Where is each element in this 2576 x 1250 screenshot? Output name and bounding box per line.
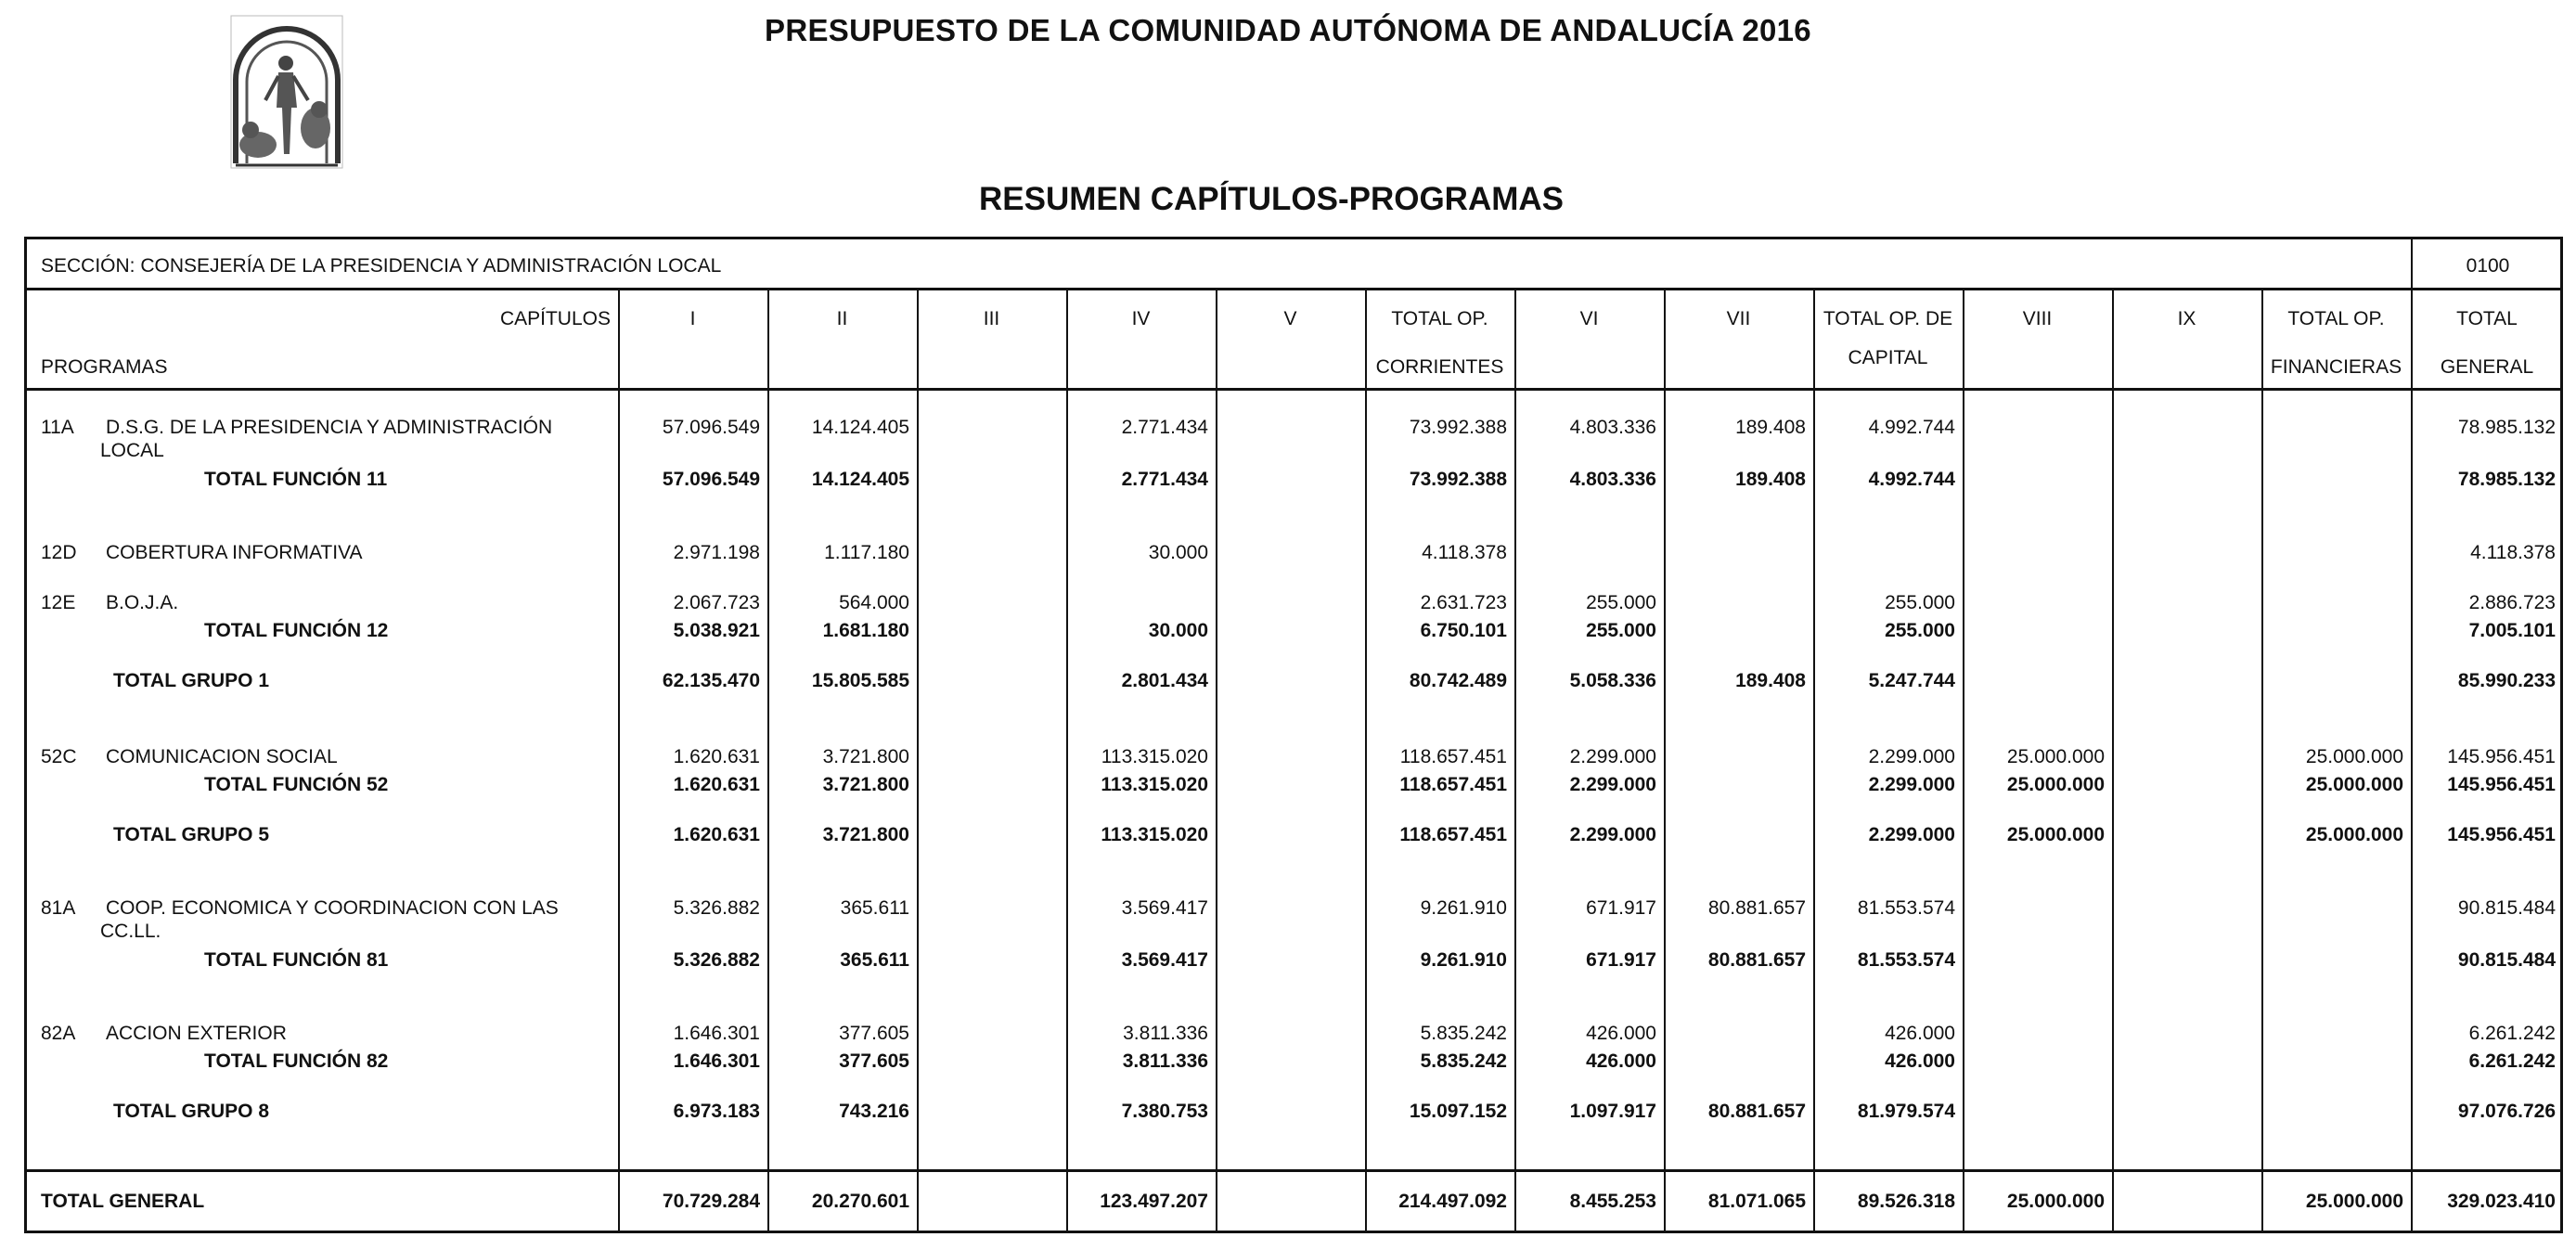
table-cell: 3.811.336 [1122,1050,1208,1072]
table-cell: 30.000 [1148,542,1208,563]
table-cell: 145.956.451 [2447,824,2556,845]
table-cell: 4.803.336 [1569,469,1656,490]
total-general-cell: 25.000.000 [2305,1191,2403,1212]
table-cell: 3.721.800 [822,746,909,767]
funcion-total-label: TOTAL FUNCIÓN 11 [204,469,388,490]
program-name: CC.LL. [100,921,161,942]
header-programas: PROGRAMAS [41,356,168,378]
total-general-label: TOTAL GENERAL [41,1191,205,1212]
table-cell: 14.124.405 [811,469,909,490]
column-header: IX [2177,308,2196,329]
table-rule [24,1169,2563,1172]
table-cell: 4.992.744 [1868,417,1955,438]
program-code: 52C [41,746,77,767]
grupo-total-label: TOTAL GRUPO 1 [113,670,270,691]
table-cell: 7.380.753 [1121,1101,1208,1122]
column-header: I [689,308,696,329]
table-cell: 5.326.882 [673,897,760,919]
table-cell: 1.620.631 [673,746,760,767]
table-cell: 5.835.242 [1420,1050,1507,1072]
table-cell: 15.805.585 [811,670,909,691]
column-header: GENERAL [2440,356,2534,378]
table-cell: 255.000 [1586,620,1656,641]
table-cell: 255.000 [1586,592,1656,613]
table-cell: 6.973.183 [673,1101,760,1122]
program-name: COBERTURA INFORMATIVA [106,542,363,563]
column-header: CAPITAL [1848,347,1928,368]
program-code: 11A [41,417,74,438]
table-cell: 2.971.198 [673,542,760,563]
table-cell: 1.117.180 [824,542,909,563]
column-header: V [1283,308,1297,329]
table-cell: 743.216 [839,1101,909,1122]
table-cell: 189.408 [1735,469,1806,490]
table-cell: 4.118.378 [1422,542,1507,563]
table-cell: 189.408 [1735,670,1806,691]
table-cell: 145.956.451 [2447,746,2556,767]
table-cell: 118.657.451 [1399,746,1507,767]
column-header: II [836,308,848,329]
column-header: VII [1726,308,1751,329]
table-cell: 189.408 [1735,417,1806,438]
column-rule [1216,288,1217,1233]
total-general-cell: 70.729.284 [662,1191,760,1212]
table-cell: 80.881.657 [1707,897,1806,919]
program-code: 12D [41,542,77,563]
table-cell: 255.000 [1885,592,1955,613]
table-rule [24,288,2563,290]
column-header: IV [1131,308,1151,329]
page-title: PRESUPUESTO DE LA COMUNIDAD AUTÓNOMA DE ANDALUCÍA 2016 [765,13,1811,47]
table-cell: 3.811.336 [1123,1023,1208,1044]
table-cell: 118.657.451 [1399,774,1507,795]
table-cell: 9.261.910 [1420,949,1507,971]
table-cell: 15.097.152 [1409,1101,1507,1122]
table-cell: 118.657.451 [1399,824,1507,845]
table-cell: 5.326.882 [673,949,760,971]
table-cell: 81.553.574 [1857,949,1955,971]
table-cell: 78.985.132 [2457,469,2556,490]
table-cell: 97.076.726 [2457,1101,2556,1122]
program-name: B.O.J.A. [106,592,179,613]
table-cell: 57.096.549 [662,469,760,490]
program-code: 12E [41,592,76,613]
table-cell: 2.299.000 [1868,774,1955,795]
program-name: ACCION EXTERIOR [106,1023,287,1044]
table-cell: 25.000.000 [2305,824,2403,845]
table-cell: 2.886.723 [2468,592,2556,613]
table-cell: 73.992.388 [1409,469,1507,490]
table-cell: 113.315.020 [1101,824,1208,845]
table-cell: 2.067.723 [673,592,760,613]
table-cell: 25.000.000 [2006,774,2105,795]
table-cell: 30.000 [1148,620,1208,641]
table-rule [24,388,2563,391]
table-cell: 2.299.000 [1569,824,1656,845]
funcion-total-label: TOTAL FUNCIÓN 12 [204,620,389,641]
program-name: COMUNICACION SOCIAL [106,746,338,767]
column-rule [2112,288,2114,1233]
column-header: TOTAL [2456,308,2518,329]
grupo-total-label: TOTAL GRUPO 5 [113,824,270,845]
total-general-cell: 89.526.318 [1857,1191,1955,1212]
section-label: SECCIÓN: CONSEJERÍA DE LA PRESIDENCIA Y ADMINISTRACIÓN LOCAL [41,255,722,277]
table-cell: 671.917 [1586,949,1656,971]
program-code: 82A [41,1023,76,1044]
program-code: 81A [41,897,76,919]
table-cell: 113.315.020 [1101,746,1208,767]
table-cell: 1.097.917 [1569,1101,1656,1122]
table-cell: 426.000 [1586,1050,1656,1072]
total-general-cell: 214.497.092 [1398,1191,1507,1212]
table-cell: 5.835.242 [1420,1023,1507,1044]
column-header: VIII [2022,308,2053,329]
table-cell: 81.979.574 [1857,1101,1955,1122]
table-cell: 1.620.631 [673,774,760,795]
table-cell: 377.605 [839,1050,909,1072]
column-header: VI [1579,308,1599,329]
table-cell: 3.569.417 [1121,949,1208,971]
table-cell: 5.247.744 [1868,670,1955,691]
table-cell: 62.135.470 [662,670,760,691]
table-cell: 4.803.336 [1569,417,1656,438]
funcion-total-label: TOTAL FUNCIÓN 82 [204,1050,389,1072]
table-cell: 2.631.723 [1420,592,1507,613]
header-capitulos: CAPÍTULOS [499,308,611,329]
budget-table [24,237,2563,1233]
table-cell: 145.956.451 [2447,774,2556,795]
table-cell: 1.620.631 [673,824,760,845]
column-header: FINANCIERAS [2270,356,2402,378]
table-cell: 9.261.910 [1420,897,1507,919]
column-header: TOTAL OP. [1391,308,1488,329]
table-cell: 4.992.744 [1868,469,1955,490]
table-cell: 671.917 [1586,897,1656,919]
table-cell: 255.000 [1885,620,1955,641]
total-general-cell: 8.455.253 [1569,1191,1656,1212]
page-subtitle: RESUMEN CAPÍTULOS-PROGRAMAS [978,181,1565,217]
table-cell: 6.750.101 [1420,620,1507,641]
table-cell: 57.096.549 [662,417,760,438]
table-cell: 6.261.242 [2468,1050,2556,1072]
table-cell: 7.005.101 [2468,620,2556,641]
table-cell: 426.000 [1586,1023,1656,1044]
table-cell: 2.299.000 [1569,774,1656,795]
grupo-total-label: TOTAL GRUPO 8 [113,1101,270,1122]
total-general-cell: 25.000.000 [2006,1191,2105,1212]
column-rule [917,288,919,1233]
table-cell: 80.742.489 [1409,670,1507,691]
table-cell: 365.611 [840,897,909,919]
table-cell: 81.553.574 [1857,897,1955,919]
table-cell: 80.881.657 [1707,1101,1806,1122]
table-cell: 2.299.000 [1868,746,1955,767]
table-cell: 377.605 [839,1023,909,1044]
table-cell: 2.801.434 [1121,670,1208,691]
program-name: D.S.G. DE LA PRESIDENCIA Y ADMINISTRACIÓN [106,417,553,438]
table-cell: 25.000.000 [2006,824,2105,845]
table-cell: 2.771.434 [1121,417,1208,438]
table-cell: 426.000 [1885,1050,1955,1072]
table-cell: 25.000.000 [2305,746,2403,767]
table-cell: 1.681.180 [822,620,909,641]
column-header: TOTAL OP. [2287,308,2385,329]
total-general-cell: 20.270.601 [811,1191,909,1212]
total-general-cell: 123.497.207 [1100,1191,1208,1212]
table-cell: 1.646.301 [673,1023,760,1044]
table-cell: 14.124.405 [811,417,909,438]
funcion-total-label: TOTAL FUNCIÓN 52 [204,774,389,795]
table-cell: 1.646.301 [673,1050,760,1072]
table-cell: 2.299.000 [1868,824,1955,845]
column-header: TOTAL OP. DE [1823,308,1953,329]
funcion-total-label: TOTAL FUNCIÓN 81 [204,949,389,971]
table-cell: 365.611 [840,949,909,971]
table-cell: 5.058.336 [1569,670,1656,691]
table-cell: 2.299.000 [1569,746,1656,767]
table-cell: 564.000 [839,592,909,613]
table-cell: 25.000.000 [2305,774,2403,795]
table-cell: 6.261.242 [2468,1023,2556,1044]
table-cell: 426.000 [1885,1023,1955,1044]
table-cell: 85.990.233 [2457,670,2556,691]
total-general-cell: 81.071.065 [1707,1191,1806,1212]
total-general-cell: 329.023.410 [2447,1191,2556,1212]
column-header: CORRIENTES [1375,356,1504,378]
table-cell: 2.771.434 [1121,469,1208,490]
table-cell: 25.000.000 [2006,746,2105,767]
table-cell: 3.569.417 [1121,897,1208,919]
table-cell: 4.118.378 [2470,542,2556,563]
table-cell: 3.721.800 [822,774,909,795]
column-header: III [983,308,1000,329]
program-name: COOP. ECONOMICA Y COORDINACION CON LAS [106,897,559,919]
table-cell: 5.038.921 [673,620,760,641]
table-cell: 113.315.020 [1101,774,1208,795]
table-cell: 3.721.800 [822,824,909,845]
program-name: LOCAL [100,440,164,461]
table-cell: 78.985.132 [2457,417,2556,438]
table-cell: 73.992.388 [1409,417,1507,438]
table-cell: 80.881.657 [1707,949,1806,971]
table-cell: 90.815.484 [2457,949,2556,971]
section-code: 0100 [2466,255,2510,277]
table-cell: 90.815.484 [2457,897,2556,919]
